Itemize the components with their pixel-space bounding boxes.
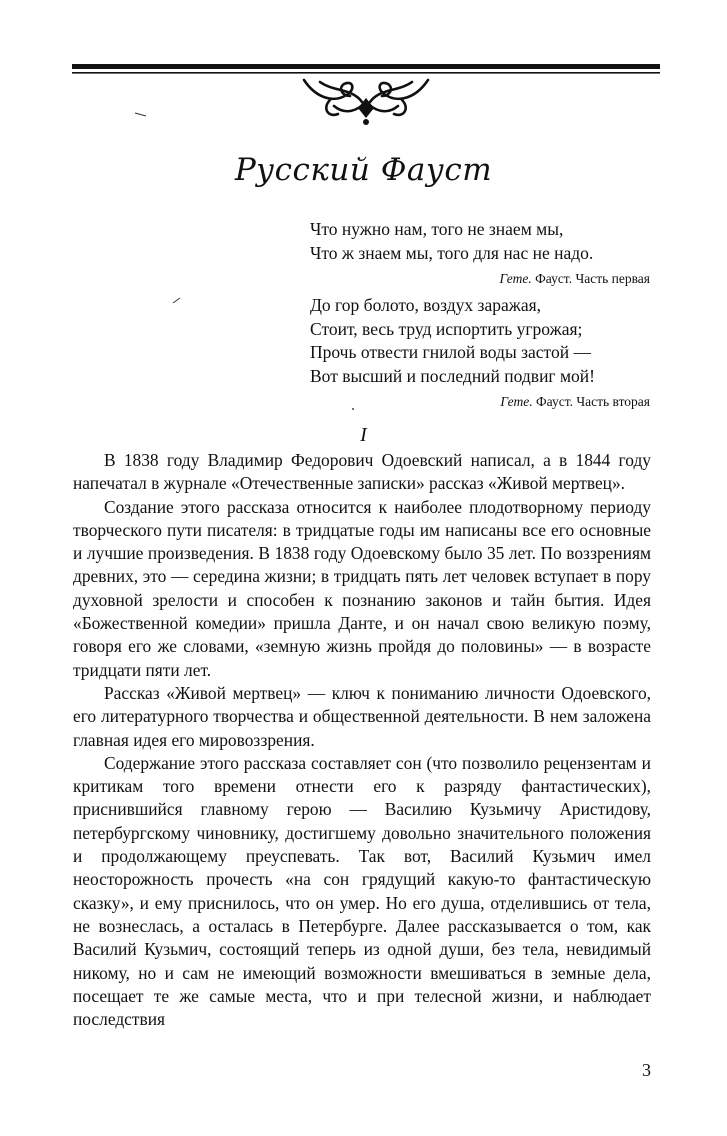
- paragraph: В 1838 году Владимир Федорович Одоевский написал, а в 1844 году напечатал в журнале «Отечественные записки» рассказ «Живой мертвец».: [73, 450, 651, 494]
- epigraph-author: Гете.: [500, 394, 533, 409]
- epigraph-2: [310, 294, 650, 414]
- epigraph-line: Что ж знаем мы, того для нас не надо.: [310, 242, 594, 263]
- epigraph-line: Вот высший и последний подвиг мой!: [310, 365, 595, 386]
- epigraph-author: Гете.: [499, 271, 532, 286]
- epigraph-source: Фауст. Часть первая: [535, 271, 650, 286]
- epigraph-line: Прочь отвести гнилой воды застой —: [310, 342, 591, 362]
- epigraph-line: До гор болото, воздух заражая,: [310, 295, 542, 315]
- paragraph: Создание этого рассказа относится к наиболее плодотворному периоду творческого пути писателя: в тридцатые годы им написаны все его основные и лучшие произведения. В 1838 году Одоевскому было 35 лет. По воззрениям древних, это — середина жизни; в тридцать пять лет человек вступает в пору духовной зрелости и способен к познанию законов и тайн бытия. Идея «Божественной комедии» пришла Данте, и он начал свою великую поэму, говоря его же словами, «земную жизнь пройдя до половины» — в возрасте тридцати пяти лет.: [73, 496, 651, 680]
- header-rule-thin: [72, 72, 660, 74]
- epigraph-1: [310, 218, 650, 291]
- header-ornament: [72, 58, 660, 138]
- section-number: I: [360, 424, 367, 446]
- epigraph-attribution: [310, 267, 650, 291]
- scan-speck: [172, 296, 182, 304]
- scan-speck: [134, 112, 148, 118]
- scan-speck: [350, 406, 356, 412]
- epigraph-source: Фауст. Часть вторая: [536, 394, 650, 409]
- header-rule-thick: [72, 64, 660, 69]
- epigraph-attribution: [310, 390, 650, 414]
- epigraph-line: Что нужно нам, того не знаем мы,: [310, 219, 564, 239]
- body-text: [73, 449, 651, 1031]
- epigraph-line: Стоит, весь труд испортить угрожая;: [310, 318, 583, 339]
- page-number: 3: [642, 1060, 651, 1080]
- chapter-title: Русский Фауст: [234, 152, 493, 188]
- paragraph: Рассказ «Живой мертвец» — ключ к пониманию личности Одоевского, его литературного творчества и общественной деятельности. В нем заложена главная идея его мировоззрения.: [73, 682, 651, 750]
- paragraph: Содержание этого рассказа составляет сон (что позволило рецензентам и критикам того времени отнести его к разряду фантастических), приснившийся главному герою — Василию Кузьмичу Аристидову, петербургскому чиновнику, достигшему довольно значительного положения и продолжающему преуспевать. Так вот, Василий Кузьмич имел неосторожность прочесть «на сон грядущий какую-то фантастическую сказку», и ему приснилось, что он умер. Но его душа, отделившись от тела, не вознеслась, а осталась в Петербурге. Далее рассказывается о том, как Василий Кузьмич, состоящий теперь из одной души, без тела, невидимый никому, но и сам не имеющий возможности вмешиваться в земные дела, посещает те же самые места, что и при телесной жизни, и наблюдает последствия: [73, 752, 651, 1030]
